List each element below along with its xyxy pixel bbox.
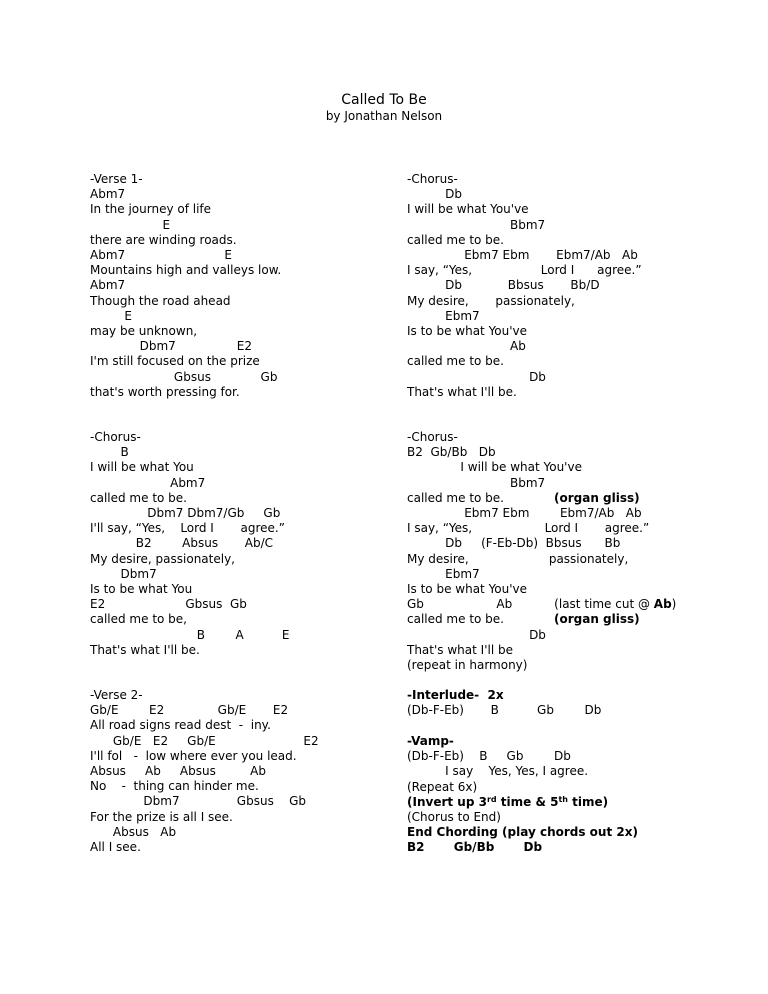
- invert-part: rd: [486, 794, 497, 804]
- lyric-line: Gbsus Gb: [90, 369, 278, 384]
- lyric-line: In the journey of life: [90, 202, 212, 217]
- lyric-line: Absus Ab: [90, 824, 177, 839]
- lyric-line: Gb/E E2 Gb/E E2: [90, 703, 289, 718]
- lyric-line: I'll say, “Yes, Lord I agree.”: [90, 521, 285, 536]
- lyric-line: Db: [407, 627, 546, 642]
- lyric-line: I say Yes, Yes, I agree.: [407, 764, 589, 779]
- song-author: by Jonathan Nelson: [325, 109, 443, 123]
- lyric-line: called me to be,: [90, 612, 187, 627]
- lyric-line: B2 Gb/Bb Db: [407, 445, 496, 460]
- lyric-line: That's what I'll be.: [407, 384, 517, 399]
- lyric-line: Db Bbsus Bb/D: [407, 278, 600, 293]
- organ-gliss-note: (organ gliss): [554, 612, 640, 627]
- lyric-line: I will be what You've: [407, 202, 529, 217]
- lyric-line: Abm7: [90, 278, 126, 293]
- section-heading: -Verse 2-: [90, 688, 143, 702]
- invert-part: th: [558, 794, 568, 804]
- lyric-line: Abm7 E: [90, 248, 232, 262]
- lyric-line: called me to be.: [407, 354, 504, 369]
- lyric-line: Db: [407, 187, 463, 202]
- lyric-line: Gb/E E2 Gb/E E2: [90, 733, 319, 748]
- lyric-line: Is to be what You've: [407, 582, 528, 596]
- lyric-line: E2 Gbsus Gb: [90, 597, 247, 612]
- lyric-line: (repeat in harmony): [407, 658, 528, 672]
- lyric-line: Dbm7 Gbsus Gb: [90, 794, 306, 809]
- section-heading: -Chorus-: [90, 430, 141, 444]
- lyric-line: B A E: [90, 627, 290, 642]
- lyric-line: B2 Absus Ab/C: [90, 536, 274, 551]
- lyric-line: That's what I'll be: [407, 642, 513, 657]
- organ-gliss-note: (organ gliss): [554, 490, 640, 505]
- lyric-line: Db: [407, 369, 546, 384]
- lyric-line: No - thing can hinder me.: [90, 779, 259, 794]
- lyric-line: Gb Ab (last time cut @ Ab): [407, 597, 677, 612]
- lyric-line: All I see.: [90, 840, 141, 854]
- lyric-line: that's worth pressing for.: [90, 384, 240, 399]
- lyric-line: Bbm7: [407, 217, 546, 232]
- lyric-line: Dbm7 E2: [90, 339, 253, 354]
- lyric-line: called me to be.: [407, 232, 504, 247]
- lyric-line: My desire, passionately,: [407, 551, 629, 566]
- lyric-line: I will be what You: [90, 460, 194, 475]
- lyric-line: Though the road ahead: [90, 293, 231, 308]
- lyric-line: Abm7: [90, 187, 126, 202]
- lyric-line: Ebm7 Ebm Ebm7/Ab Ab: [407, 506, 642, 520]
- lyric-line: Absus Ab Absus Ab: [90, 764, 266, 778]
- lyric-line: Mountains high and valleys low.: [90, 263, 282, 278]
- lyric-line: (Db-F-Eb) B Gb Db: [407, 703, 602, 718]
- invert-part: (Invert up 3: [407, 794, 487, 809]
- section-heading: -Verse 1-: [90, 172, 143, 186]
- section-heading: -Vamp-: [407, 734, 454, 748]
- lyric-line: Abm7: [90, 475, 206, 490]
- lyric-line: (Chorus to End): [407, 810, 501, 824]
- lyric-line: My desire, passionately,: [407, 293, 575, 308]
- lyric-line: Bbm7: [407, 475, 546, 490]
- song-title: Called To Be: [341, 92, 427, 108]
- lyric-line: Ebm7 Ebm Ebm7/Ab Ab: [407, 248, 638, 262]
- lyric-line: For the prize is all I see.: [90, 809, 233, 824]
- lyric-line: End Chording (play chords out 2x): [407, 825, 638, 840]
- lyric-line: I'll fol - low where ever you lead.: [90, 748, 297, 763]
- lyric-line: B: [90, 445, 129, 460]
- invert-part: time & 5: [496, 794, 559, 809]
- lyric-line: Ebm7: [407, 308, 480, 323]
- lyric-line: (Repeat 6x): [407, 779, 478, 794]
- lyric-line: there are winding roads.: [90, 232, 237, 247]
- lyric-line: Dbm7 Dbm7/Gb Gb: [90, 506, 281, 520]
- lyric-line: called me to be. (organ gliss): [407, 490, 640, 505]
- section-heading: -Chorus-: [407, 172, 458, 186]
- lyric-line: My desire, passionately,: [90, 551, 235, 566]
- lyric-line: That's what I'll be.: [90, 642, 200, 657]
- section-heading: -Interlude- 2x: [407, 688, 504, 702]
- lyric-line: (Db-F-Eb) B Gb Db: [407, 749, 571, 764]
- lyric-line: I say, “Yes, Lord I agree.”: [407, 521, 650, 536]
- lyric-line: I say, “Yes, Lord I agree.”: [407, 263, 642, 278]
- lyric-line: B2 Gb/Bb Db: [407, 840, 543, 855]
- cut-chord: Ab: [653, 597, 672, 612]
- lyric-line: E: [90, 217, 171, 232]
- cut-close: ): [671, 597, 677, 612]
- lyric-line: Dbm7: [90, 566, 157, 581]
- lyric-line: Is to be what You've: [407, 324, 528, 338]
- invert-part: time): [568, 794, 609, 809]
- lyric-line: I will be what You've: [407, 460, 582, 475]
- lyric-line: Is to be what You: [90, 582, 193, 596]
- lyric-line: All road signs read dest - iny.: [90, 718, 271, 733]
- lyric-line: may be unknown,: [90, 324, 198, 338]
- lyric-line: I'm still focused on the prize: [90, 354, 260, 369]
- section-heading: -Chorus-: [407, 430, 458, 444]
- lyric-line: E: [90, 308, 132, 323]
- lyric-line: called me to be. (organ gliss): [407, 612, 640, 627]
- lyric-line: called me to be.: [90, 490, 187, 505]
- invert-instruction: [407, 795, 608, 810]
- lyric-line: Ab: [407, 339, 526, 354]
- lyric-line: Ebm7: [407, 566, 480, 581]
- lyric-line: Db (F-Eb-Db) Bbsus Bb: [407, 536, 621, 551]
